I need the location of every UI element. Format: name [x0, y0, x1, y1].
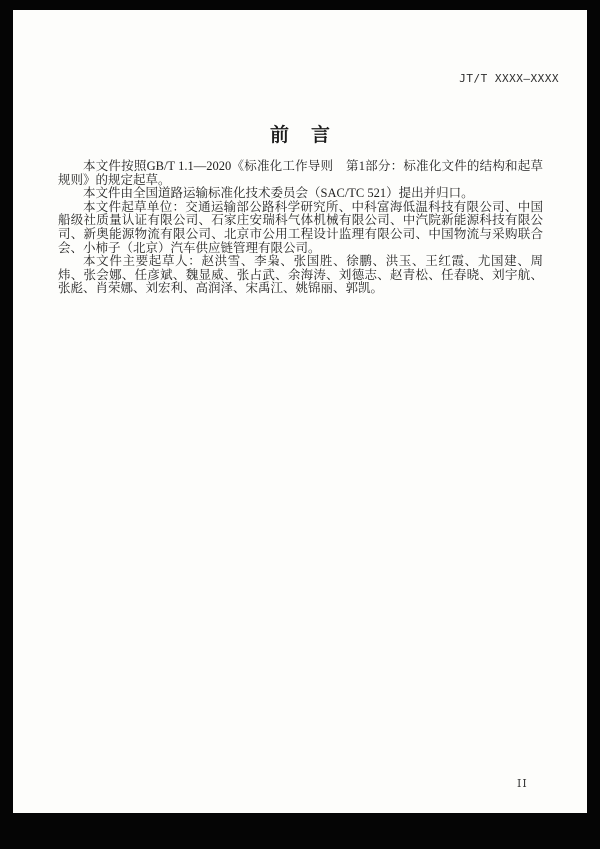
foreword-paragraph-drafting-organizations: 本文件起草单位：交通运输部公路科学研究所、中科富海低温科技有限公司、中国船级社质量认证有限公司、石家庄安瑞科气体机械有限公司、中汽院新能源科技有限公司、新奥能源物流有限公司、北京市公用工程设计监理有限公司、中国物流与采购联合会、小柿子（北京）汽车供应链管理有限公司。	[58, 199, 543, 255]
page-number: II	[517, 777, 528, 790]
page-title	[13, 120, 587, 147]
foreword-paragraph-drafting-rules: 本文件按照GB/T 1.1—2020《标准化工作导则 第1部分：标准化文件的结构和起草规则》的规定起草。	[58, 159, 543, 187]
standard-reference-number: JT/T XXXX—XXXX	[459, 72, 559, 85]
foreword-paragraph-committee: 本文件由全国道路运输标准化技术委员会（SAC/TC 521）提出并归口。	[83, 186, 474, 201]
title-char-yan: 言	[311, 125, 331, 146]
title-char-qian: 前	[269, 125, 289, 146]
foreword-text-block	[58, 160, 543, 296]
foreword-paragraph-drafters: 本文件主要起草人：赵洪雪、李枭、张国胜、徐鹏、洪玉、王红霞、尤国建、周炜、张会娜、任彦斌、魏显威、张占武、余海涛、刘德志、赵青松、任春晓、刘宇航、张彪、肖荣娜、刘宏利、高润泽、宋禹江、姚锦丽、郭凯。	[58, 254, 543, 296]
